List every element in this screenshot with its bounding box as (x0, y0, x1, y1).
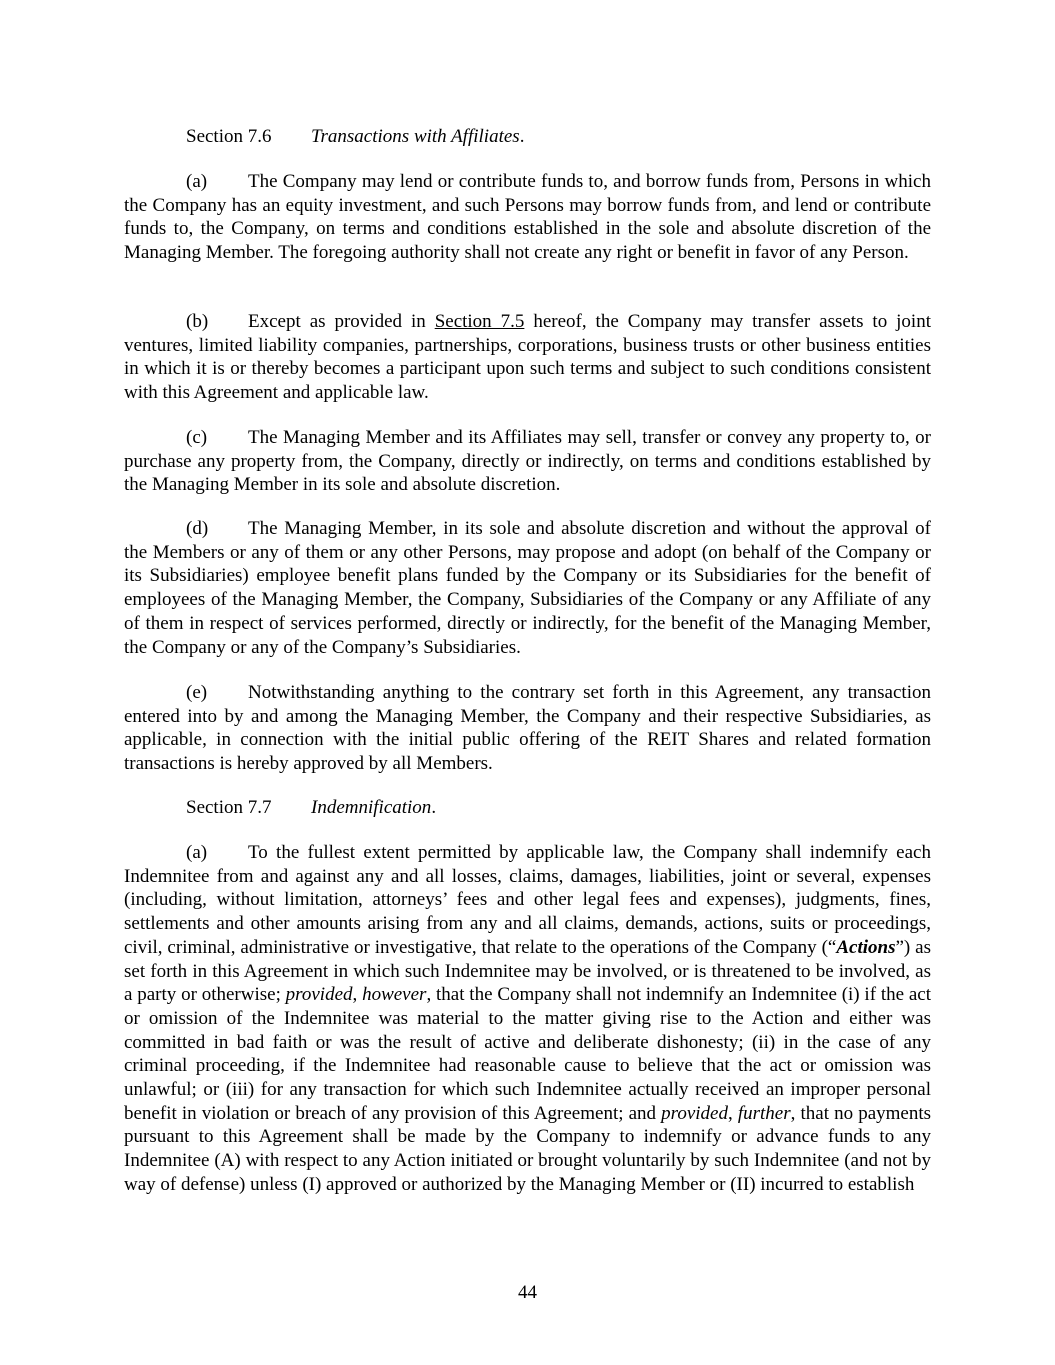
paragraph-label: (a) (186, 171, 208, 192)
section-7-5-reference: Section 7.5 (434, 311, 525, 332)
page-number: 44 (518, 1282, 537, 1303)
paragraph-label: (e) (186, 682, 208, 703)
paragraph-text: The Company may lend or contribute funds to, and borrow funds from, Persons in which the Company has an equity investment, and such Persons may borrow funds from, and lend or contribute funds to, the Company, on terms and conditions established in the sole and absolute discretion of the Managing Member. The foregoing authority shall not create any right or benefit in favor of any Person. (124, 171, 931, 264)
paragraph-label: (b) (186, 311, 209, 332)
section-title: Indemnification (311, 797, 432, 818)
defined-term-actions: Actions (836, 936, 896, 958)
paragraph-text: The Managing Member, in its sole and absolute discretion and without the approval of the Members or any of them or any other Persons, may propose and adopt (on behalf of the Company or its Subsidiaries) employee benefit plans funded by the Company or its Subsidiaries for the benefit of employees of the Managing Member, the Company, Subsidiaries of the Company or any Affiliate of any of them in respect of services performed, directly or indirectly, for the benefit of the Managing Member, the Company or any of the Company’s Subsidiaries. (124, 518, 931, 658)
paragraph-7-6-d (124, 517, 931, 659)
paragraph-7-6-a (124, 170, 931, 265)
section-7-6-heading: Section 7.6 Transactions with Affiliates. (186, 126, 525, 147)
section-number: Section 7.6 (186, 126, 272, 147)
section-7-7-heading: Section 7.7 Indemnification. (186, 797, 437, 818)
section-title: Transactions with Affiliates (311, 126, 520, 147)
paragraph-7-6-b: (b) Except as provided in Section 7.5 hereof, the Company may transfer assets to joint ventures, limited liability companies, partnerships, corporations, business trusts or other business entities in which it is or thereby becomes a participant upon such terms and subject to such conditions consistent with this Agreement and applicable law. (124, 311, 931, 404)
paragraph-7-7-a: (a) To the fullest extent permitted by applicable law, the Company shall indemnify each Indemnitee from and against any and all losses, claims, damages, liabilities, joint or several, expenses (including, without limitation, attorneys’ fees and other legal fees and expenses), judgments, fines, settlements and other amounts arising from any and all claims, demands, actions, suits or proceedings, civil, criminal, administrative or investigative, that relate to the operations of the Company (“Actions”) as set forth in this Agreement in which such Indemnitee may be involved, or is threatened to be involved, as a party or otherwise; provided, however, that the Company shall not indemnify an Indemnitee (i) if the act or omission of the Indemnitee was material to the matter giving rise to the Action and either was committed in bad faith or was the result of active and deliberate dishonesty; (ii) in the case of any criminal proceeding, if the Indemnitee had reasonable cause to believe that the act or omission was unlawful; or (iii) for any transaction for which such Indemnitee actually received an improper personal benefit in violation or breach of any provision of this Agreement; and provided, further, that no payments pursuant to this Agreement shall be made by the Company to indemnify or advance funds to any Indemnitee (A) with respect to any Action initiated or brought voluntarily by such Indemnitee (and not by way of defense) unless (I) approved or authorized by the Managing Member or (II) incurred to establish (124, 842, 932, 1195)
paragraph-text: The Managing Member and its Affiliates may sell, transfer or convey any property to, or purchase any property from, the Company, directly or indirectly, on terms and conditions established by the Managing Member in its sole and absolute discretion. (124, 427, 931, 496)
paragraph-label: (d) (186, 518, 209, 539)
paragraph-7-6-c (124, 426, 931, 497)
section-number: Section 7.7 (186, 797, 272, 818)
paragraph-text: Notwithstanding anything to the contrary set forth in this Agreement, any transaction entered into by and among the Managing Member, the Company and their respective Subsidiaries, as applicable, in connection with the initial public offering of the REIT Shares and related formation transactions is hereby approved by all Members. (124, 682, 931, 775)
paragraph-label: (a) (186, 842, 208, 863)
paragraph-7-6-e (124, 681, 931, 776)
paragraph-label: (c) (186, 427, 208, 448)
